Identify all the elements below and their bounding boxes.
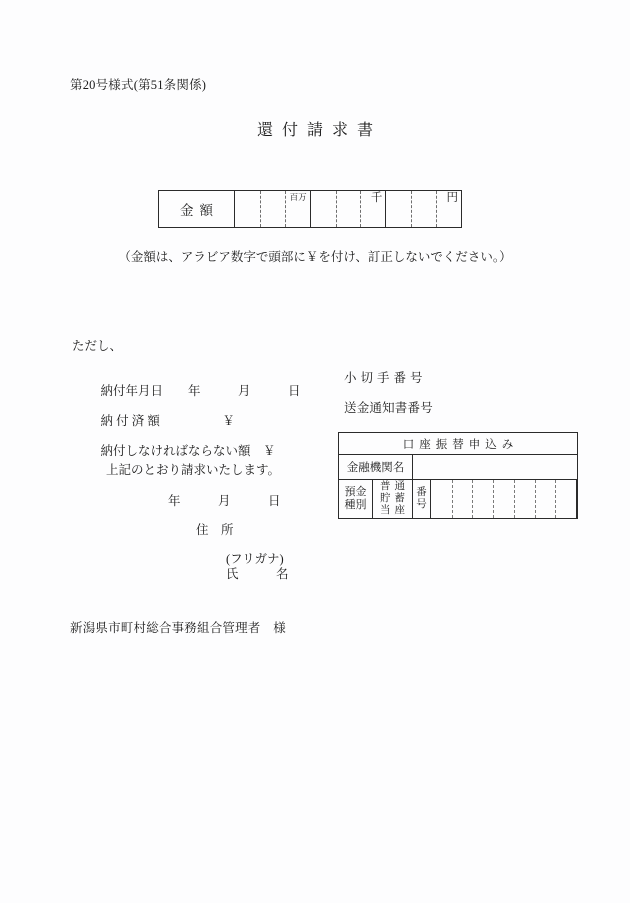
payment-date-label: 納付年月日 — [100, 383, 164, 398]
account-number-field[interactable] — [431, 480, 577, 518]
preamble-text: ただし、 — [72, 339, 123, 353]
payable-amount-value[interactable]: ￥ — [263, 443, 276, 458]
addressee-line: 新潟県市町村総合事務組合管理者 様 — [70, 621, 286, 635]
deposit-type-futsuu-2: 通 — [394, 481, 405, 493]
institution-value-field[interactable] — [413, 455, 577, 479]
deposit-type-chochiku-1: 貯 — [380, 493, 391, 505]
request-date-field[interactable]: 年 月 日 — [168, 494, 281, 508]
bank-transfer-table — [338, 432, 578, 519]
furigana-label: (フリガナ) — [226, 552, 284, 566]
cell-divider — [535, 480, 536, 518]
cell-divider — [260, 191, 261, 227]
amount-group-million[interactable] — [235, 191, 311, 227]
request-statement: 上記のとおり請求いたします。 — [106, 463, 281, 477]
deposit-kind-line1: 預金 — [344, 486, 367, 499]
cell-divider — [285, 191, 286, 227]
cell-divider — [360, 191, 361, 227]
deposit-type-options[interactable] — [373, 480, 413, 518]
amount-group-yen[interactable] — [386, 191, 461, 227]
account-number-label-line1: 番 — [416, 487, 427, 499]
deposit-type-column-1 — [378, 481, 393, 516]
cell-divider — [411, 191, 412, 227]
deposit-type-chochiku-2: 蓄 — [394, 493, 405, 505]
institution-label: 金融機関名 — [339, 455, 413, 479]
cell-divider — [472, 480, 473, 518]
name-label: 氏 名 — [226, 567, 289, 581]
cell-divider — [336, 191, 337, 227]
amount-table — [158, 190, 462, 228]
cell-divider — [555, 480, 556, 518]
address-label: 住 所 — [196, 523, 234, 537]
payable-amount-label: 納付しなければならない額 — [100, 443, 251, 458]
deposit-type-column-2 — [393, 481, 408, 516]
check-number-label: 小切手番号 — [344, 371, 427, 385]
amount-group-thousand[interactable] — [311, 191, 387, 227]
amount-label: 金額 — [159, 191, 235, 227]
amount-note: （金額は、アラビア数字で頭部に￥を付け、訂正しないでください。） — [118, 250, 512, 264]
account-row — [339, 480, 577, 518]
institution-row — [339, 455, 577, 480]
cell-divider — [514, 480, 515, 518]
cell-divider — [452, 480, 453, 518]
unit-thousand-label: 千 — [370, 192, 383, 204]
unit-yen-label: 円 — [446, 192, 459, 204]
deposit-type-touza-2: 座 — [394, 504, 405, 516]
unit-million-label: 百万 — [289, 192, 307, 202]
payment-date-value[interactable]: 年 月 日 — [188, 383, 301, 398]
page-title: 還付請求書 — [256, 122, 382, 139]
form-number: 第20号様式(第51条関係) — [70, 78, 207, 92]
deposit-type-futsuu-1: 普 — [380, 481, 391, 493]
cell-divider — [493, 480, 494, 518]
cell-divider — [436, 191, 437, 227]
paid-amount-label: 納 付 済 額 — [100, 413, 160, 428]
account-number-label-line2: 号 — [416, 499, 427, 510]
deposit-kind-line2: 種別 — [344, 499, 367, 511]
remittance-notice-number-label: 送金通知書番号 — [344, 401, 433, 415]
deposit-kind-label — [339, 480, 373, 518]
account-number-label — [413, 480, 431, 518]
bank-transfer-header: 口座振替申込み — [339, 433, 577, 455]
paid-amount-value[interactable]: ￥ — [222, 413, 235, 428]
deposit-type-touza-1: 当 — [380, 504, 391, 516]
